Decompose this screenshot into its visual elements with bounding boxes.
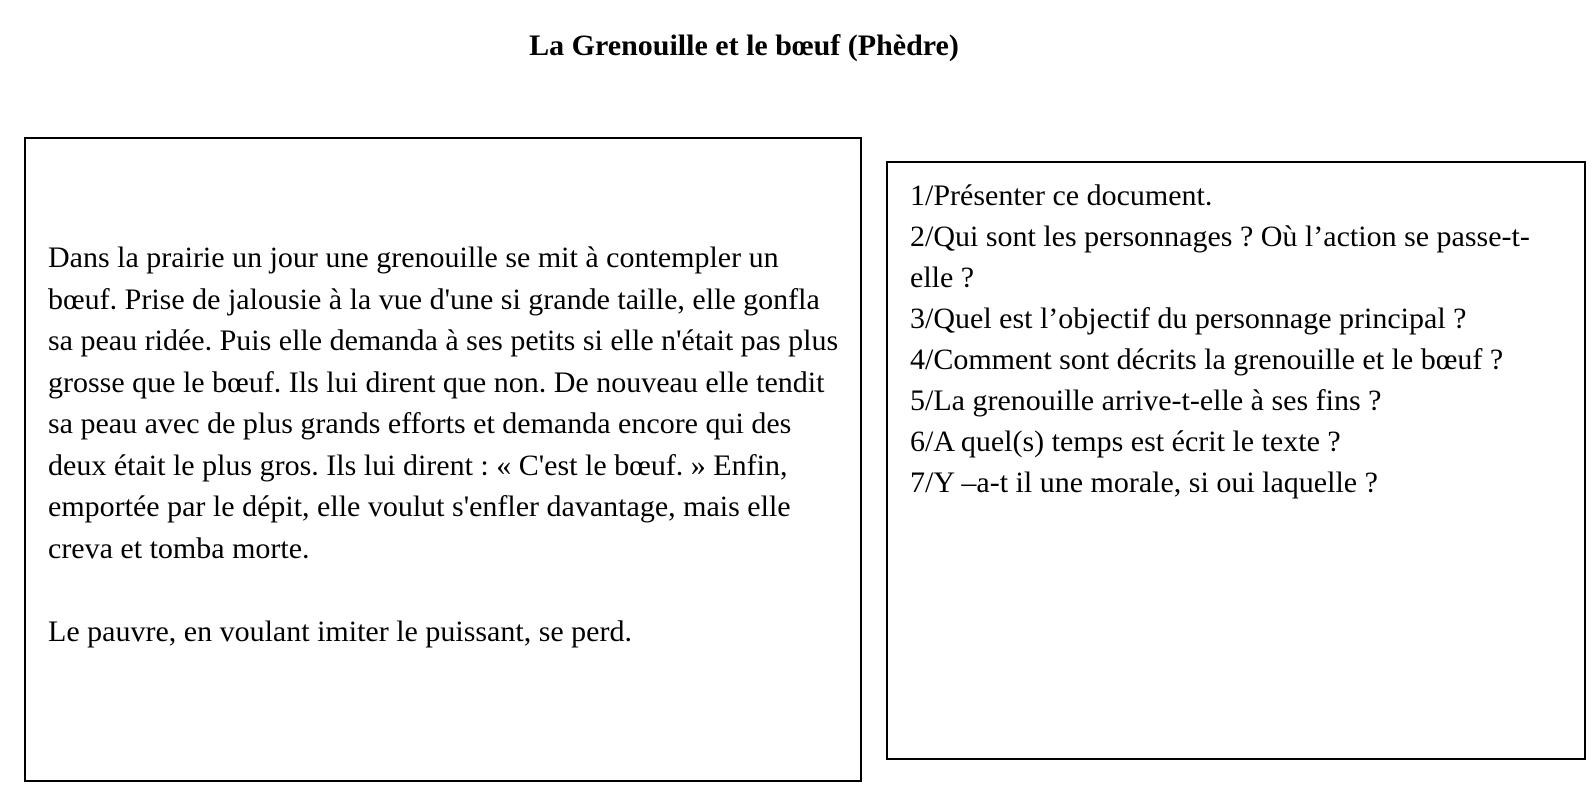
- fable-moral: Le pauvre, en voulant imiter le puissant, se perd.: [48, 614, 632, 648]
- question-4: 4/Comment sont décrits la grenouille et le bœuf ?: [910, 343, 1504, 376]
- fable-box: [24, 137, 862, 782]
- question-6: 6/A quel(s) temps est écrit le texte ?: [910, 425, 1341, 458]
- questions-list: [910, 175, 1570, 503]
- fable-text: Dans la prairie un jour une grenouille se mit à contempler un bœuf. Prise de jalousie à la vue d'une si grande taille, elle gonfla sa peau ridée. Puis elle demanda à ses petits si elle n'était pas plus grosse que le bœuf. Ils lui dirent que non. De nouveau elle tendit sa peau avec de plus grands efforts et demanda encore qui des deux était le plus gros. Ils lui dirent : « C'est le bœuf. » Enfin, emportée par le dépit, elle voulut s'enfler davantage, mais elle creva et tomba morte.: [48, 241, 839, 565]
- question-5: 5/La grenouille arrive-t-elle à ses fins ?: [910, 384, 1382, 417]
- fable-content: [48, 237, 848, 652]
- question-2: 2/Qui sont les personnages ? Où l’action se passe-t-elle ?: [910, 220, 1530, 294]
- question-7: 7/Y –a-t il une morale, si oui laquelle ?: [910, 466, 1378, 499]
- questions-box: [886, 161, 1586, 760]
- question-3: 3/Quel est l’objectif du personnage principal ?: [910, 302, 1467, 335]
- page-title: La Grenouille et le bœuf (Phèdre): [529, 29, 959, 62]
- question-1: 1/Présenter ce document.: [910, 179, 1213, 212]
